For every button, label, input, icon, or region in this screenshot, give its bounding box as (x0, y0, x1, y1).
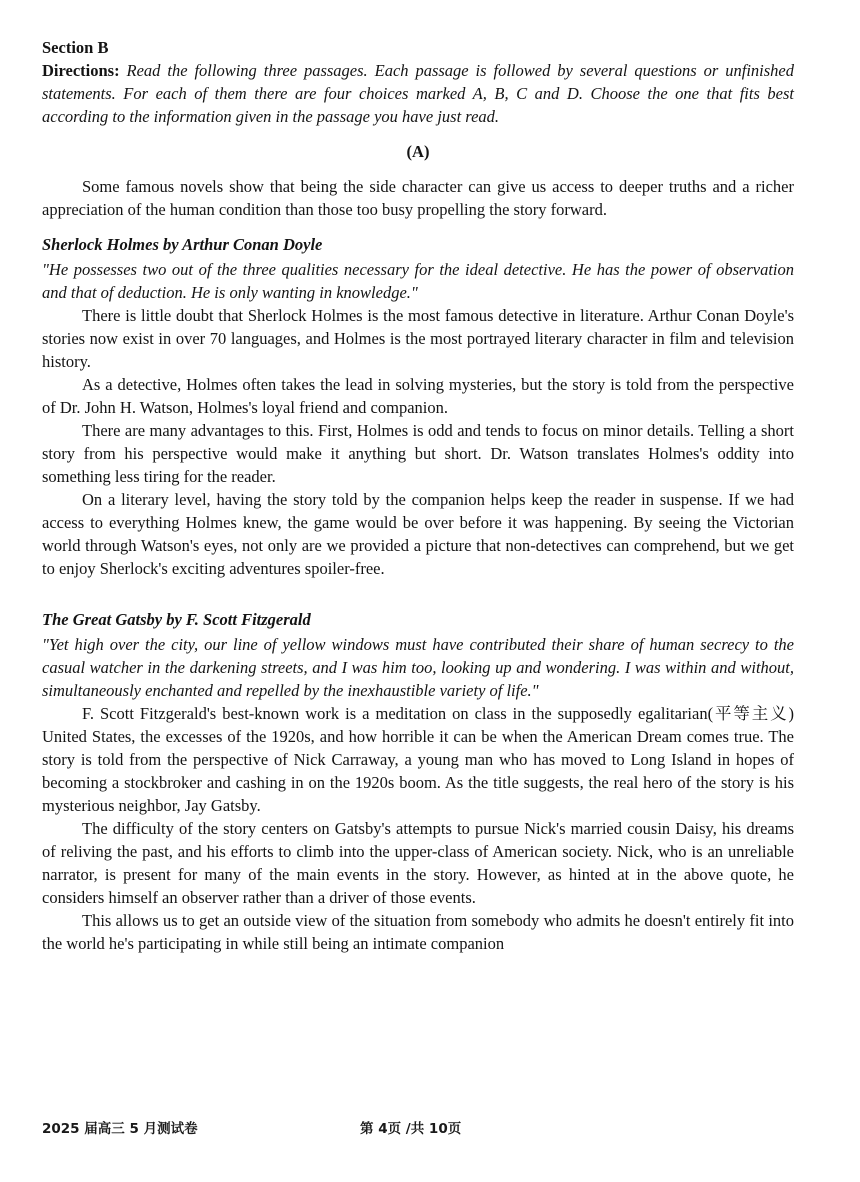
paragraph: The difficulty of the story centers on Gatsby's attempts to pursue Nick's married cousin Daisy, his dreams of reliving the past, and his efforts to climb into the upper-class of American society. Nick, who is an unreliable narrator, is present for many of the main events in the story. However, as hinted at in the above quote, he considers himself an observer rather than a driver of those events. (42, 819, 794, 907)
section-title: Section B (42, 38, 109, 57)
spacer (42, 580, 794, 596)
exam-name: 2025 届高三 5 月测试卷 (42, 1121, 198, 1137)
page-number: 第 4页 /共 10页 (360, 1121, 462, 1137)
paragraph: As a detective, Holmes often takes the lead in solving mysteries, but the story is told from the perspective of Dr. John H. Watson, Holmes's loyal friend and companion. (42, 375, 794, 417)
paragraph: There are many advantages to this. First, Holmes is odd and tends to focus on minor details. Telling a short story from his perspective would make it anything but short. Dr. Watson translates Holmes's oddity into something less tiring for the reader. (42, 421, 794, 486)
book-title: Sherlock Holmes by Arthur Conan Doyle (42, 235, 323, 254)
book-quote: "He possesses two out of the three qualities necessary for the ideal detective. He has the power of observation and that of deduction. He is only wanting in knowledge." (42, 260, 794, 302)
paragraph: This allows us to get an outside view of the situation from somebody who admits he doesn't entirely fit into the world he's participating in while still being an intimate companion (42, 911, 794, 953)
book-quote: "Yet high over the city, our line of yellow windows must have contributed their share of human secrecy to the casual watcher in the darkening streets, and I was him too, looking up and wondering. I was within and without, simultaneously enchanted and repelled by the inexhaustible variety of life." (42, 635, 794, 700)
book-section-gatsby (42, 608, 794, 955)
exam-page (42, 28, 794, 955)
paragraph: On a literary level, having the story told by the companion helps keep the reader in suspense. If we had access to everything Holmes knew, the game would be over before it was happening. By seeing the Victorian world through Watson's eyes, not only are we provided a picture that non-detectives can comprehend, but we get to enjoy Sherlock's exciting adventures spoiler-free. (42, 490, 794, 578)
book-title: The Great Gatsby by F. Scott Fitzgerald (42, 610, 311, 629)
intro-paragraph: Some famous novels show that being the side character can give us access to deeper truths and a richer appreciation of the human condition than those too busy propelling the story forward. (42, 177, 794, 219)
book-section-holmes (42, 233, 794, 580)
paragraph: F. Scott Fitzgerald's best-known work is a meditation on class in the supposedly egalitarian(平等主义) United States, the excesses of the 1920s, and how horrible it can be when the American Dream comes true. The story is told from the perspective of Nick Carraway, a young man who has moved to Long Island in hopes of becoming a stockbroker and cashing in on the 1920s boom. As the title suggests, the real hero of the story is his mysterious neighbor, Jay Gatsby. (42, 704, 794, 815)
directions-text: Read the following three passages. Each passage is followed by several questions or unfinished statements. For each of them there are four choices marked A, B, C and D. Choose the one that fits best according to the information given in the passage you have just read. (42, 61, 794, 126)
paragraph: There is little doubt that Sherlock Holmes is the most famous detective in literature. Arthur Conan Doyle's stories now exist in over 70 languages, and Holmes is the most portrayed literary character in film and television history. (42, 306, 794, 371)
passage-label: (A) (406, 142, 430, 161)
directions (42, 59, 794, 128)
directions-label: Directions: (42, 61, 120, 80)
